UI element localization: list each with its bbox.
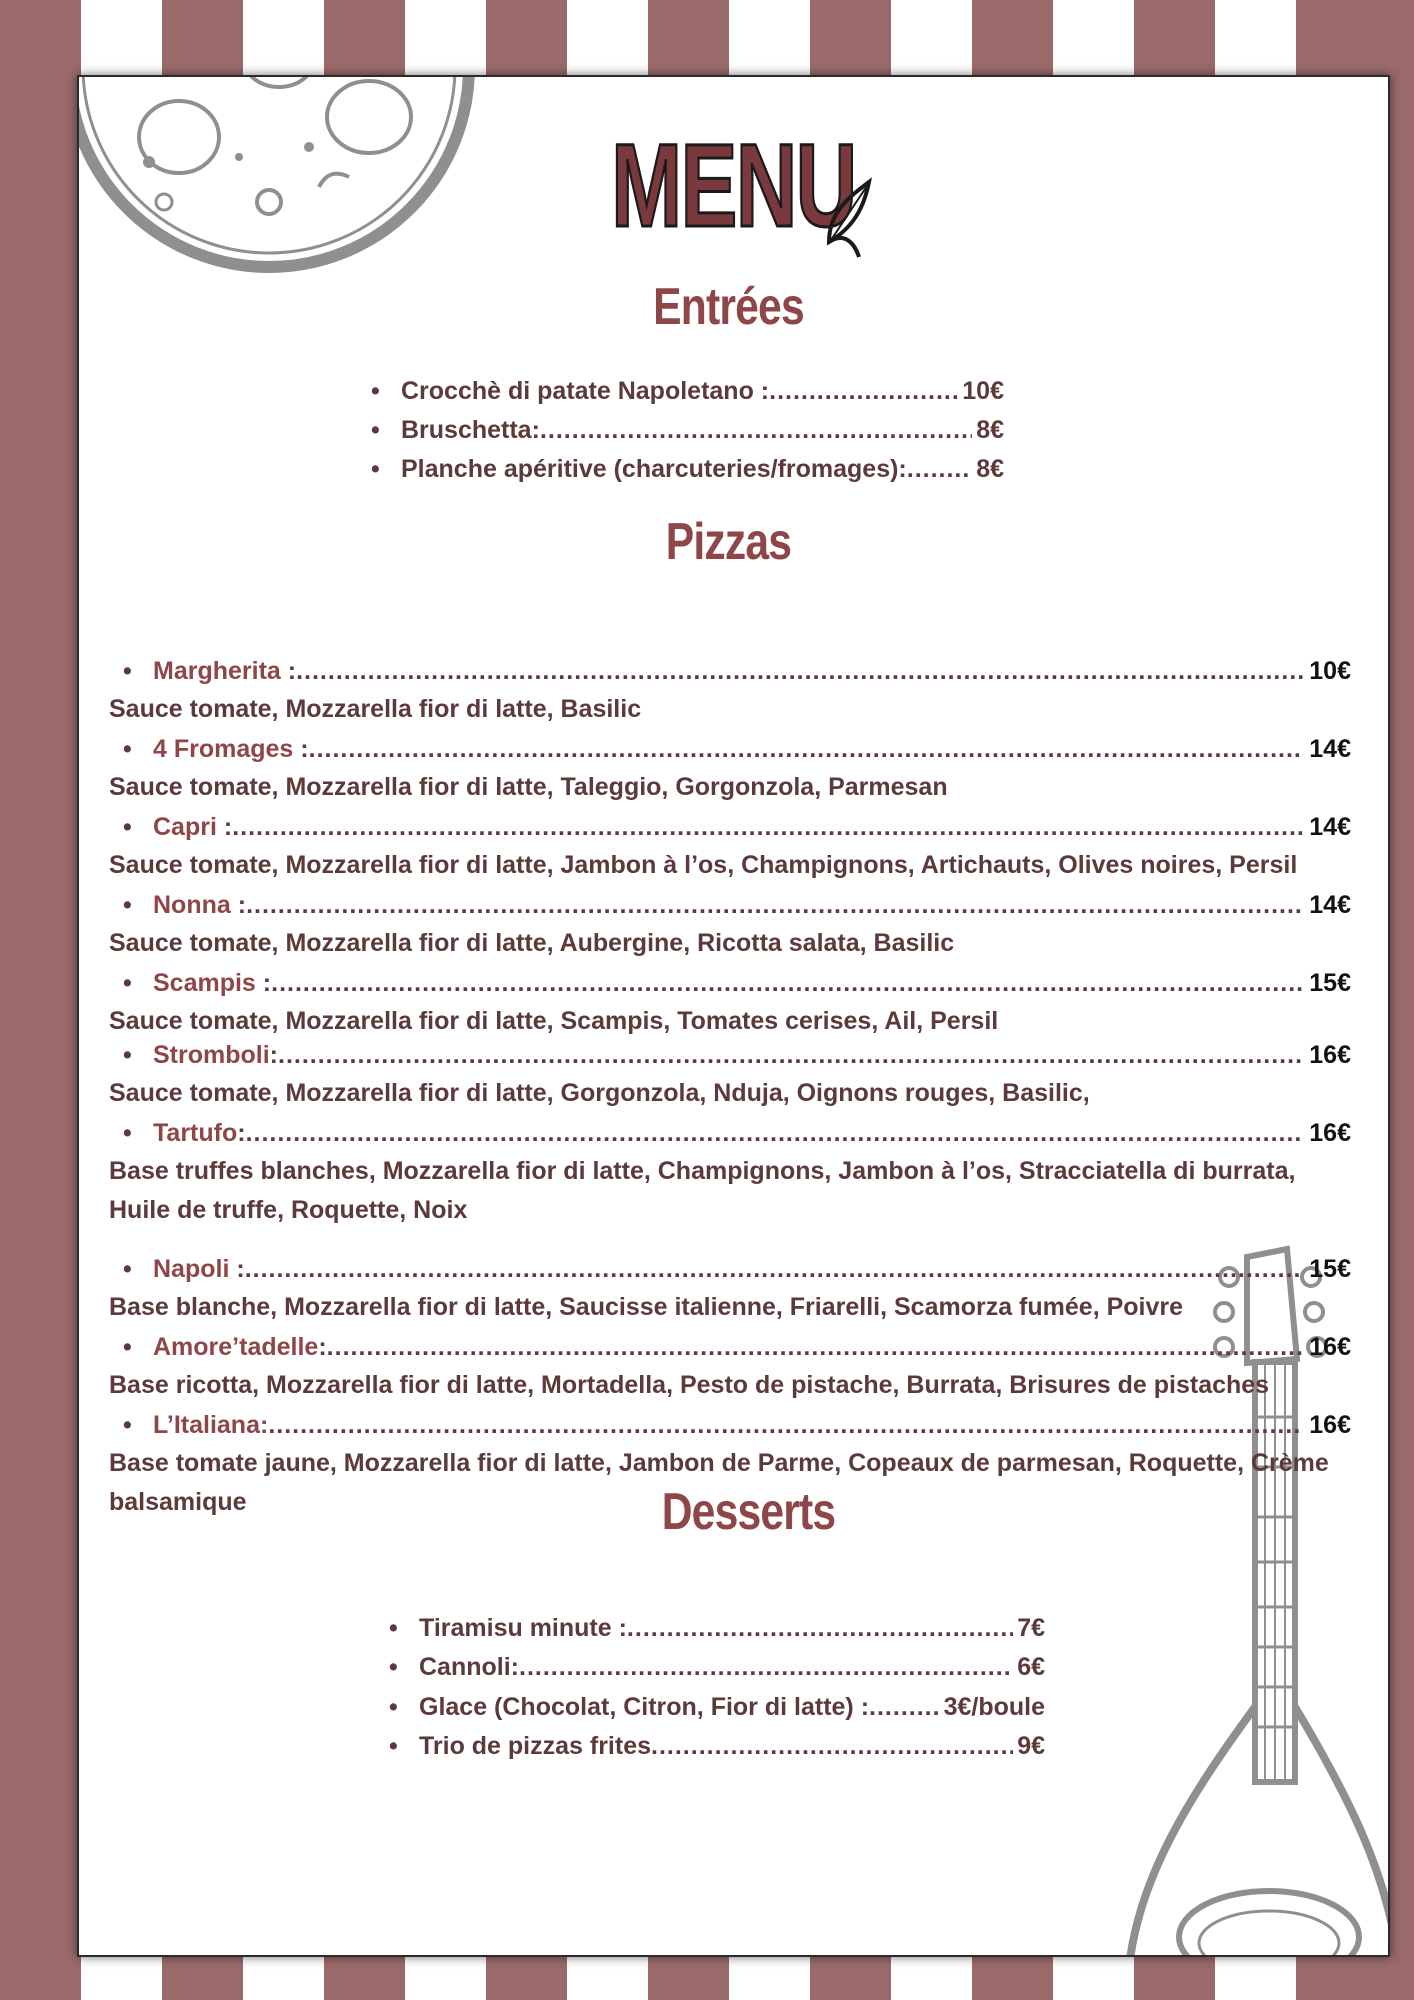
bullet-icon: •: [123, 891, 132, 919]
entrees-heading: Entrées: [653, 278, 804, 336]
pizzas-heading: Pizzas: [665, 513, 792, 571]
pizza-separator: :: [229, 1255, 245, 1283]
pizza-item: [111, 1255, 1351, 1284]
bullet-icon: •: [389, 1732, 398, 1760]
dot-leader: [278, 1041, 1303, 1070]
pizza-item: [111, 657, 1351, 686]
entree-name: Bruschetta:: [401, 416, 540, 444]
bullet-icon: •: [123, 1255, 132, 1283]
pizza-name: Stromboli: [153, 1041, 270, 1069]
bullet-icon: •: [371, 455, 380, 483]
dot-leader: [907, 455, 972, 484]
pizza-description: Sauce tomate, Mozzarella fior di latte, Basilic: [109, 695, 642, 723]
dot-leader: [296, 657, 1303, 686]
bullet-icon: •: [371, 416, 380, 444]
pizza-separator: :: [280, 657, 297, 685]
pizza-separator: :: [318, 1333, 327, 1361]
pizza-name: Tartufo: [153, 1119, 238, 1147]
bullet-icon: •: [123, 1333, 132, 1361]
bullet-icon: •: [123, 1119, 132, 1147]
dot-leader: [327, 1333, 1304, 1362]
pizza-separator: :: [255, 969, 272, 997]
pizza-name: Margherita: [153, 657, 281, 685]
pizza-name: Scampis: [153, 969, 256, 997]
dot-leader: [246, 1119, 1304, 1148]
pizza-description: Sauce tomate, Mozzarella fior di latte, Gorgonzola, Nduja, Oignons rouges, Basilic,: [109, 1079, 1090, 1107]
dot-leader: [869, 1693, 940, 1722]
pizza-description: Base ricotta, Mozzarella fior di latte, Mortadella, Pesto de pistache, Burrata, Brisures de pistaches: [109, 1371, 1270, 1399]
pizza-name: 4 Fromages: [153, 735, 294, 763]
dot-leader: [309, 735, 1304, 764]
entree-price: 10€: [962, 377, 1004, 405]
pizza-description: Sauce tomate, Mozzarella fior di latte, Scampis, Tomates cerises, Ail, Persil: [109, 1007, 999, 1035]
dot-leader: [651, 1732, 1013, 1761]
dot-leader: [519, 1653, 1013, 1682]
pizza-separator: :: [269, 1041, 278, 1069]
desserts-heading: Desserts: [661, 1483, 836, 1541]
dessert-item: [377, 1653, 1045, 1682]
entree-name: Crocchè di patate Napoletano :: [401, 377, 770, 405]
bullet-icon: •: [123, 1411, 132, 1439]
dessert-name: Glace (Chocolat, Citron, Fior di latte) :: [419, 1693, 870, 1721]
menu-paper: [77, 75, 1390, 1957]
pizza-description: Sauce tomate, Mozzarella fior di latte, Taleggio, Gorgonzola, Parmesan: [109, 773, 948, 801]
pizza-item: [111, 1411, 1351, 1440]
pizza-price: 14€: [1309, 735, 1351, 763]
pizza-price: 14€: [1309, 891, 1351, 919]
pizza-item: [111, 1333, 1351, 1362]
pizza-price: 15€: [1309, 1255, 1351, 1283]
pizza-name: Nonna: [153, 891, 231, 919]
entree-name: Planche apéritive (charcuteries/fromages):: [401, 455, 907, 483]
dot-leader: [271, 969, 1303, 998]
left-stripe-border: [0, 0, 40, 2000]
leaf-icon: [819, 172, 879, 262]
dot-leader: [245, 1255, 1304, 1284]
dot-leader: [627, 1614, 1013, 1643]
pizza-price: 16€: [1309, 1333, 1351, 1361]
bullet-icon: •: [389, 1693, 398, 1721]
pizza-name: Amore’tadelle: [153, 1333, 319, 1361]
pizza-description: Sauce tomate, Mozzarella fior di latte, Jambon à l’os, Champignons, Artichauts, Olives noires, Persil: [109, 851, 1298, 879]
pizza-price: 16€: [1309, 1119, 1351, 1147]
pizza-name: Capri: [153, 813, 217, 841]
pizza-description: Base blanche, Mozzarella fior di latte, Saucisse italienne, Friarelli, Scamorza fumée, Poivre: [109, 1293, 1184, 1321]
pizza-separator: :: [230, 891, 247, 919]
bullet-icon: •: [123, 969, 132, 997]
dessert-name: Trio de pizzas frites: [419, 1732, 652, 1760]
pizza-price: 14€: [1309, 813, 1351, 841]
pizza-item: [111, 1041, 1351, 1070]
pizza-separator: :: [237, 1119, 246, 1147]
bullet-icon: •: [389, 1653, 398, 1681]
pizza-item: [111, 1119, 1351, 1148]
pizza-description: Base tomate jaune, Mozzarella fior di latte, Jambon de Parme, Copeaux de parmesan, Roquette, Crème balsamique: [109, 1449, 1329, 1516]
bullet-icon: •: [123, 657, 132, 685]
pizza-description: Base truffes blanches, Mozzarella fior di latte, Champignons, Jambon à l’os, Stracciatella di burrata, Huile de truffe, Roquette, Noix: [109, 1157, 1296, 1224]
entree-item: [359, 455, 1004, 484]
pizza-price: 10€: [1309, 657, 1351, 685]
dessert-name: Cannoli:: [419, 1653, 519, 1681]
dot-leader: [232, 813, 1303, 842]
pizza-price: 16€: [1309, 1411, 1351, 1439]
pizza-name: Napoli: [153, 1255, 230, 1283]
pizza-description: Sauce tomate, Mozzarella fior di latte, Aubergine, Ricotta salata, Basilic: [109, 929, 955, 957]
dessert-name: Tiramisu minute :: [419, 1614, 627, 1642]
dot-leader: [268, 1411, 1303, 1440]
bullet-icon: •: [123, 735, 132, 763]
dessert-price: 7€: [1017, 1614, 1045, 1642]
bullet-icon: •: [123, 1041, 132, 1069]
dessert-item: [377, 1732, 1045, 1761]
dessert-item: [377, 1614, 1045, 1643]
dessert-price: 9€: [1017, 1732, 1045, 1760]
bullet-icon: •: [389, 1614, 398, 1642]
pizza-item: [111, 891, 1351, 920]
pizza-item: [111, 735, 1351, 764]
bullet-icon: •: [371, 377, 380, 405]
entree-price: 8€: [976, 416, 1004, 444]
entree-item: [359, 377, 1004, 406]
pizza-item: [111, 813, 1351, 842]
dessert-item: [377, 1693, 1045, 1722]
dot-leader: [246, 891, 1303, 920]
menu-title: MENU: [611, 120, 856, 252]
bullet-icon: •: [123, 813, 132, 841]
pizza-price: 15€: [1309, 969, 1351, 997]
pizza-item: [111, 969, 1351, 998]
pizza-name: L’Italiana:: [153, 1411, 269, 1439]
dessert-price: 3€/boule: [943, 1693, 1045, 1721]
pizza-separator: :: [216, 813, 233, 841]
dessert-price: 6€: [1017, 1653, 1045, 1681]
pizza-price: 16€: [1309, 1041, 1351, 1069]
entree-item: [359, 416, 1004, 445]
dot-leader: [540, 416, 972, 445]
entree-price: 8€: [976, 455, 1004, 483]
pizza-separator: :: [293, 735, 309, 763]
dot-leader: [769, 377, 958, 406]
